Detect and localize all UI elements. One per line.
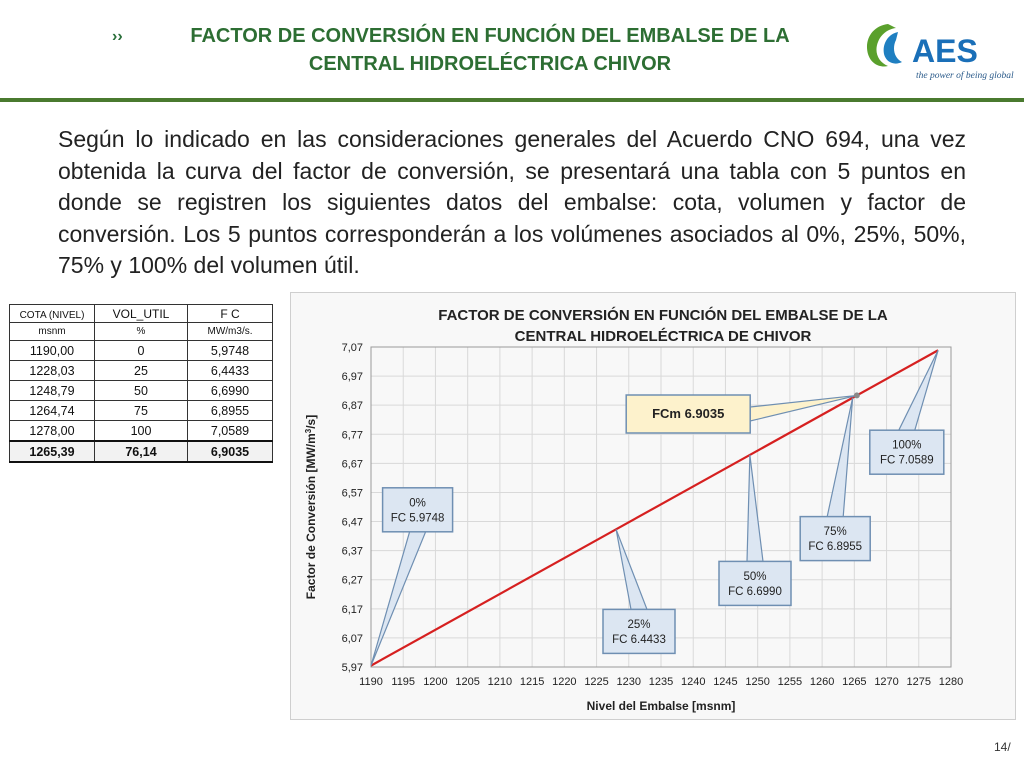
x-tick-label: 1240	[680, 676, 706, 688]
y-tick-label: 6,07	[341, 632, 363, 645]
unit-vol-util: %	[95, 323, 188, 341]
y-tick-label: 6,27	[341, 574, 363, 587]
conversion-table	[9, 304, 273, 463]
x-tick-label: 1190	[359, 676, 383, 688]
cell-fc: 6,8955	[188, 401, 273, 421]
cell-fc: 6,6990	[188, 381, 273, 401]
table-row	[10, 361, 273, 381]
x-tick-label: 1280	[938, 676, 964, 688]
header-vol-util: VOL_UTIL	[95, 305, 188, 323]
y-tick-label: 6,57	[341, 487, 363, 500]
cell-fc: 7,0589	[188, 421, 273, 442]
cell-fc: 5,9748	[188, 341, 273, 361]
x-tick-label: 1275	[906, 676, 932, 688]
y-tick-label: 6,67	[341, 458, 363, 471]
callout-box	[603, 609, 675, 653]
aes-logo-swirl-inner-icon	[884, 32, 902, 64]
x-tick-label: 1260	[809, 676, 835, 688]
aes-logo	[862, 18, 1022, 84]
chart-subtitle: CENTRAL HIDROELÉCTRICA DE CHIVOR	[514, 328, 812, 345]
x-tick-label: 1265	[842, 676, 867, 688]
intro-paragraph: Según lo indicado en las consideraciones generales del Acuerdo CNO 694, una vez obtenida la curva del factor de conversión, se presentará una tabla con 5 puntos en donde se registren los siguientes datos del embalse: cota, volumen y factor de conversión. Los 5 puntos corresponderán a los volúmenes asociados al 0%, 25%, 50%, 75% y 100% del volumen útil.	[58, 126, 966, 278]
callout-pointer	[371, 532, 426, 666]
cell-vol: 50	[95, 381, 188, 401]
header-fc: F C	[188, 305, 273, 323]
cell-cota: 1265,39	[10, 441, 95, 462]
callout-text: 0%	[409, 497, 426, 510]
cell-cota: 1228,03	[10, 361, 95, 381]
header-divider	[0, 98, 1024, 102]
y-tick-label: 5,97	[341, 662, 363, 674]
x-tick-label: 1255	[777, 676, 803, 688]
x-tick-label: 1245	[713, 676, 738, 688]
cell-cota: 1248,79	[10, 381, 95, 401]
y-tick-label: 6,77	[341, 429, 363, 442]
page-title-line-2: CENTRAL HIDROELÉCTRICA CHIVOR	[308, 53, 672, 75]
x-tick-label: 1270	[874, 676, 899, 688]
header-cota: COTA (NIVEL)	[10, 305, 95, 323]
callout-text: FC 5.9748	[390, 512, 445, 525]
callout-box	[800, 517, 870, 561]
y-axis-label: Factor de Conversión $[MW/m^3/s]$	[303, 414, 318, 600]
x-tick-label: 1220	[552, 676, 577, 688]
chart-container	[290, 292, 1016, 720]
y-tick-label: 6,37	[341, 545, 363, 558]
callout-text: 100%	[892, 439, 922, 452]
callout-pointer	[616, 529, 647, 609]
aes-logo-tagline: the power of being global	[916, 71, 1014, 81]
table-row-fcm	[10, 441, 273, 462]
callout-text: FC 7.0589	[879, 454, 934, 467]
x-tick-label: 1230	[616, 676, 642, 688]
table-unit-row	[10, 323, 273, 341]
y-axis-ticks	[342, 342, 363, 674]
cell-cota: 1264,74	[10, 401, 95, 421]
page-number: 14/	[994, 740, 1011, 754]
callout-text: FC 6.6990	[728, 585, 782, 598]
x-tick-label: 1225	[584, 676, 609, 688]
y-tick-label: 6,47	[341, 516, 363, 529]
y-tick-label: 6,97	[341, 371, 363, 384]
callout-text: FC 6.8955	[808, 541, 863, 554]
y-tick-label: 6,87	[341, 400, 363, 413]
title-bullet: ››	[112, 28, 123, 45]
cell-vol: 76,14	[95, 441, 188, 462]
callout-box	[870, 430, 944, 474]
aes-logo-text: AES	[912, 33, 978, 69]
callout-text: 50%	[743, 570, 767, 583]
table-row	[10, 341, 273, 361]
y-tick-label: 7,07	[341, 342, 363, 354]
conversion-chart	[291, 293, 1015, 719]
callout-pointer	[750, 395, 857, 421]
x-tick-label: 1200	[423, 676, 448, 688]
table-row	[10, 381, 273, 401]
table-row	[10, 401, 273, 421]
cell-vol: 100	[95, 421, 188, 442]
callout-text: 25%	[627, 618, 651, 631]
callout-box	[719, 561, 791, 605]
x-tick-label: 1195	[391, 676, 416, 688]
callout-text: 75%	[823, 526, 847, 539]
cell-vol: 25	[95, 361, 188, 381]
x-tick-label: 1210	[487, 676, 513, 688]
chart-title: FACTOR DE CONVERSIÓN EN FUNCIÓN DEL EMBALSE DE LA	[438, 307, 888, 324]
cell-cota: 1190,00	[10, 341, 95, 361]
callout-text: FCm 6.9035	[652, 406, 725, 421]
y-tick-label: 6,17	[341, 603, 363, 616]
callout-box	[383, 488, 453, 532]
callout-text: FC 6.4433	[612, 633, 666, 646]
cell-fc: 6,4433	[188, 361, 273, 381]
x-axis-ticks	[359, 676, 963, 688]
page-title	[140, 22, 840, 78]
page-title-line-1: FACTOR DE CONVERSIÓN EN FUNCIÓN DEL EMBALSE DE LA	[190, 25, 790, 47]
cell-cota: 1278,00	[10, 421, 95, 442]
cell-vol: 0	[95, 341, 188, 361]
cell-vol: 75	[95, 401, 188, 421]
x-axis-label: Nivel del Embalse [msnm]	[586, 699, 736, 713]
x-tick-label: 1205	[455, 676, 480, 688]
x-tick-label: 1215	[519, 676, 545, 688]
table-header-row	[10, 305, 273, 323]
table-row	[10, 421, 273, 442]
unit-fc: MW/m3/s.	[188, 323, 273, 341]
fcm-point	[854, 392, 860, 398]
callout-pointer	[827, 398, 852, 517]
callout-pointer	[747, 455, 763, 561]
unit-cota: msnm	[10, 323, 95, 341]
x-tick-label: 1235	[648, 676, 674, 688]
cell-fc: 6,9035	[188, 441, 273, 462]
x-tick-label: 1250	[745, 676, 770, 688]
